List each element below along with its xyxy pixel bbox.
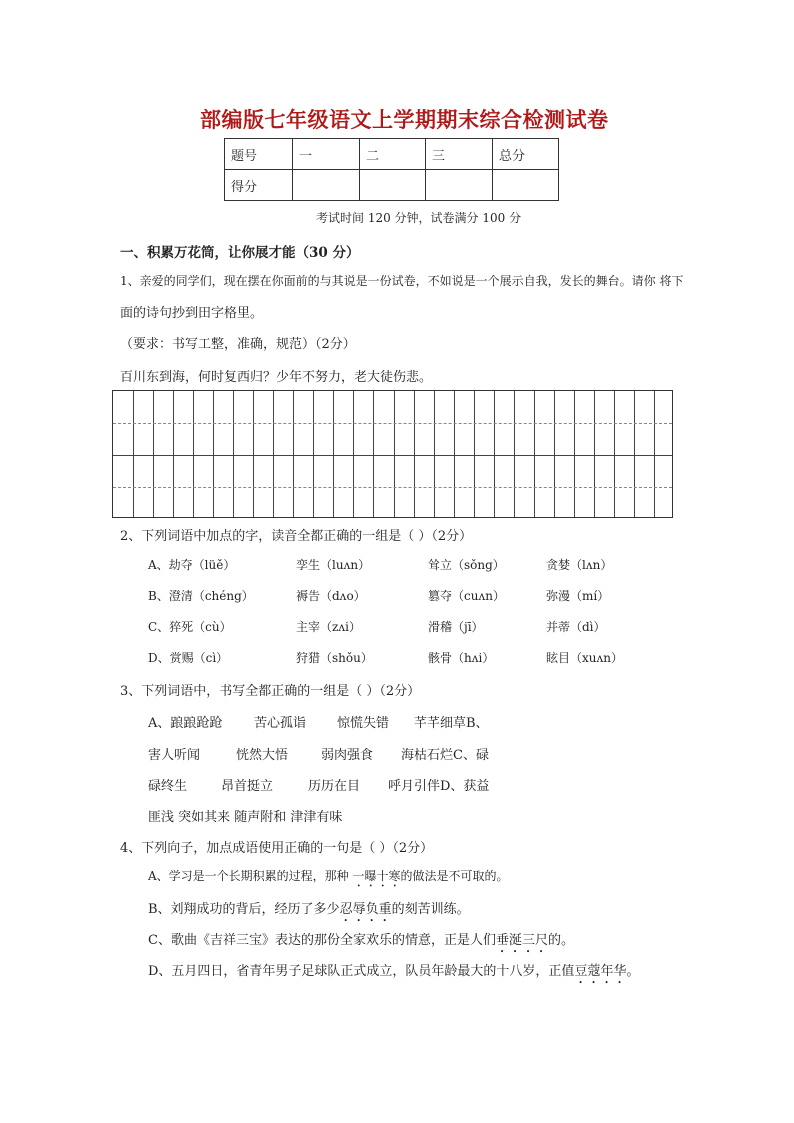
option-text: D、赏赐（cì） xyxy=(148,651,229,665)
option-text: A、劫夺（lüě） xyxy=(148,558,236,572)
table-cell[interactable] xyxy=(493,170,559,201)
table-cell[interactable] xyxy=(360,170,426,201)
option-text: 呼月引伴D、获益 xyxy=(388,779,490,794)
option-fragment: D、五月四日，省青年男子足球队正式成立，队员年龄最大的十八岁，正值 xyxy=(148,964,575,979)
option-text: 孪生（luʌn） xyxy=(296,558,371,572)
grid-line xyxy=(654,391,655,517)
option-text xyxy=(148,960,639,987)
option-text: 弱肉强食 xyxy=(321,748,374,763)
grid-line xyxy=(434,391,435,517)
option-text: 弥漫（mí） xyxy=(546,589,610,603)
grid-line xyxy=(153,391,154,517)
idiom-emphasis: 一曝十寒 xyxy=(352,869,401,883)
idiom-emphasis: 忍辱负重 xyxy=(339,902,392,917)
grid-line xyxy=(313,391,314,517)
option-text: 狩猎（shǒu） xyxy=(296,651,373,665)
option-fragment: 的做法是不可取的。 xyxy=(400,869,509,883)
option-text xyxy=(148,929,574,956)
option-text: 芊芊细草B、 xyxy=(414,716,489,731)
option-text: 碌终生 xyxy=(148,779,188,794)
q3-stem: 3、下列词语中，书写全都正确的一组是（ ）（2分） xyxy=(120,684,421,699)
option-text: 耸立（sǒng） xyxy=(428,558,505,572)
option-text: 昂首挺立 xyxy=(221,779,274,794)
grid-line xyxy=(634,391,635,517)
grid-line xyxy=(494,391,495,517)
option-text: 骸骨（hʌi） xyxy=(428,651,495,665)
grid-line xyxy=(213,391,214,517)
option-text: 贪婪（lʌn） xyxy=(546,558,613,572)
exam-info: 考试时间 120 分钟，试卷满分 100 分 xyxy=(316,211,522,225)
table-cell: 得分 xyxy=(225,170,293,201)
grid-line xyxy=(414,391,415,517)
table-cell: 题号 xyxy=(225,139,293,170)
grid-line xyxy=(133,391,134,517)
option-text: B、澄清（chéng） xyxy=(148,589,254,603)
grid-line xyxy=(293,391,294,517)
grid-line xyxy=(373,391,374,517)
table-row xyxy=(225,170,559,201)
grid-line xyxy=(594,391,595,517)
option-text: 海枯石烂C、碌 xyxy=(401,748,489,763)
idiom-emphasis: 豆蔻年华 xyxy=(574,964,627,979)
grid-line xyxy=(394,391,395,517)
grid-line xyxy=(454,391,455,517)
option-text: 苦心孤诣 xyxy=(254,716,307,731)
grid-line xyxy=(173,391,174,517)
table-cell: 二 xyxy=(360,139,426,170)
option-text xyxy=(148,867,509,890)
q1-text: 1、亲爱的同学们，现在摆在你面前的与其说是一份试卷，不如说是一个展示自我，发长的舞台。请你 将下 xyxy=(120,274,684,288)
option-text: 滑稽（jī） xyxy=(428,620,484,634)
grid-line xyxy=(113,487,672,488)
table-cell[interactable] xyxy=(426,170,493,201)
idiom-emphasis: 垂涎三尺 xyxy=(495,933,548,948)
option-fragment: 。 xyxy=(626,964,640,979)
option-text: C、猝死（cù） xyxy=(148,620,232,634)
option-text: 篡夺（cuʌn） xyxy=(428,589,505,603)
option-text: 恍然大悟 xyxy=(236,748,289,763)
option-fragment: 的刻苦训练。 xyxy=(391,902,470,917)
grid-line xyxy=(193,391,194,517)
q1-requirement: （要求：书写工整，准确，规范）（2分） xyxy=(120,337,356,352)
grid-line xyxy=(474,391,475,517)
option-text xyxy=(148,898,470,925)
grid-line xyxy=(233,391,234,517)
grid-line xyxy=(353,391,354,517)
option-text: 匪浅 突如其来 随声附和 津津有味 xyxy=(148,810,343,825)
option-text: 主宰（zʌi） xyxy=(296,620,361,634)
grid-line xyxy=(113,423,672,424)
option-text: 并蒂（dì） xyxy=(546,620,606,634)
q1-text: 面的诗句抄到田字格里。 xyxy=(120,306,264,321)
q2-stem: 2、下列词语中加点的字，读音全都正确的一组是（ ）（2分） xyxy=(120,529,473,544)
option-text: 褥告（dʌo） xyxy=(296,589,366,603)
section-heading: 一、积累万花筒，让你展才能（30 分） xyxy=(120,245,360,261)
grid-line xyxy=(534,391,535,517)
grid-line xyxy=(614,391,615,517)
q4-stem: 4、下列向子，加点成语使用正确的一句是（ ）（2分） xyxy=(120,841,434,856)
grid-line xyxy=(514,391,515,517)
table-cell[interactable] xyxy=(293,170,360,201)
grid-line xyxy=(554,391,555,517)
table-cell: 一 xyxy=(293,139,360,170)
option-fragment: 的。 xyxy=(547,933,574,948)
writing-grid[interactable] xyxy=(112,390,673,518)
option-text: 历历在目 xyxy=(308,779,361,794)
table-cell: 三 xyxy=(426,139,493,170)
option-text: A、踉踉跄跄 xyxy=(148,716,223,731)
option-text: 害人听闻 xyxy=(148,748,201,763)
table-cell: 总分 xyxy=(493,139,559,170)
q1-poem: 百川东到海，何时复西归？少年不努力，老大徒伤悲。 xyxy=(120,370,433,385)
option-text: 惊慌失错 xyxy=(337,716,390,731)
grid-line xyxy=(253,391,254,517)
grid-line xyxy=(574,391,575,517)
option-text: 眩目（xuʌn） xyxy=(546,651,624,665)
table-row xyxy=(225,139,559,170)
grid-line xyxy=(333,391,334,517)
option-fragment: A、学习是一个长期积累的过程，那种 xyxy=(148,869,353,883)
page-title: 部编版七年级语文上学期期末综合检测试卷 xyxy=(200,107,609,132)
score-table xyxy=(224,138,559,201)
option-fragment: C、歌曲《吉祥三宝》表达的那份全家欢乐的情意，正是人们 xyxy=(148,933,496,948)
grid-line xyxy=(113,455,672,456)
grid-line xyxy=(273,391,274,517)
option-fragment: B、刘翔成功的背后，经历了多少 xyxy=(148,902,340,917)
